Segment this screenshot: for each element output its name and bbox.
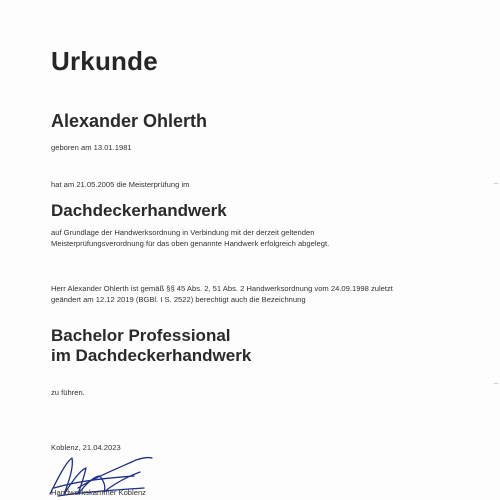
- fold-mark: [494, 383, 498, 384]
- title-authorization-paragraph: [51, 284, 393, 305]
- legal-basis-line-1: auf Grundlage der Handwerksordnung in Verbindung mit der derzeit geltenden: [51, 228, 315, 237]
- degree-title: [51, 326, 251, 366]
- recipient-name: Alexander Ohlerth: [51, 111, 208, 131]
- exam-date-line: hat am 21.05.2005 die Meisterprüfung im: [51, 180, 190, 189]
- authorization-line-2: geändert am 12.12 2019 (BGBl. I S. 2522) berechtigt auch die Bezeichnung: [51, 294, 306, 304]
- trade-name: Dachdeckerhandwerk: [51, 201, 227, 220]
- place-and-date: Koblenz, 21.04.2023: [51, 443, 121, 452]
- closing-line: zu führen.: [51, 388, 85, 397]
- degree-title-line-2: im Dachdeckerhandwerk: [51, 346, 252, 365]
- legal-basis-paragraph: [51, 228, 329, 249]
- issuing-chamber: Handwerkskammer Koblenz: [51, 488, 146, 497]
- legal-basis-line-2: Meisterprüfungsverordnung für das oben genannte Handwerk erfolgreich abgelegt.: [51, 238, 330, 248]
- fold-mark: [494, 183, 498, 184]
- certificate-title: Urkunde: [51, 46, 158, 76]
- birth-date-line: geboren am 13.01.1981: [51, 143, 132, 152]
- degree-title-line-1: Bachelor Professional: [51, 326, 231, 345]
- authorization-line-1: Herr Alexander Ohlerth ist gemäß §§ 45 Abs. 2, 51 Abs. 2 Handwerksordnung vom 24.09.1998 zuletzt: [51, 284, 393, 293]
